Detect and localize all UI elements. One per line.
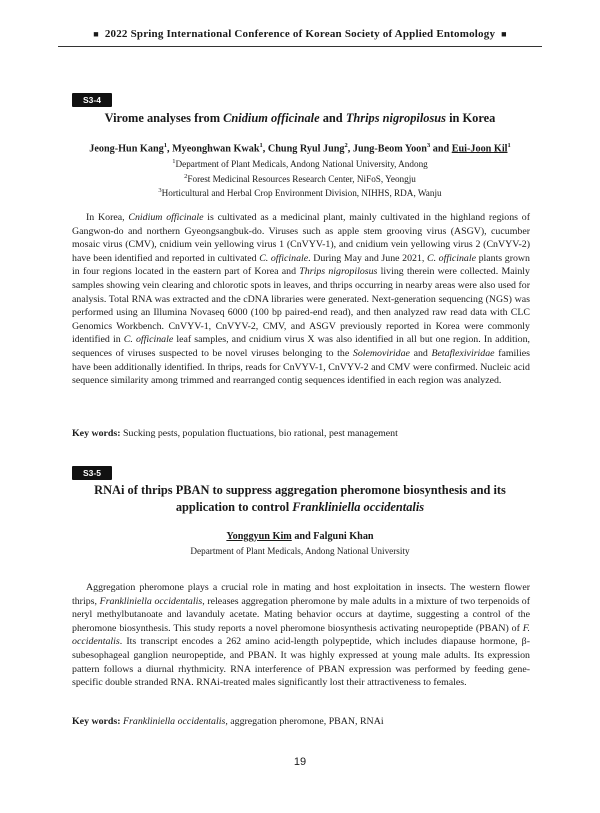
italic-term: C. officinale [426,252,476,264]
session-tag: S3-4 [72,93,112,107]
affiliation: $^2$Forest Medicinal Resources Research Center, NiFoS, Yeongju [184,172,416,184]
keywords-italic: Frankliniella occidentalis [123,716,226,727]
author: Eui-Joon Kil [451,143,508,155]
author: Yonggyun Kim [226,531,292,542]
affiliation: $^1$Department of Plant Medicals, Andong National University, Andong [172,158,428,170]
page-number: 19 [293,756,307,768]
author: Myeonghwan Kwak [172,143,260,155]
conference-title: 2022 Spring International Conference of Korean Society of Applied Entomology [104,28,496,40]
italic-term: F. occidentalis [72,622,530,648]
keywords-text: , aggregation pheromone, PBAN, RNAi [225,716,384,727]
abstract-text: Aggregation pheromone plays a crucial role in mating and host exploitation in insects. The western flower thrips, [72,582,530,607]
italic-term: C. officinale [259,252,309,264]
conference-header [0,28,600,40]
affiliation: $^3$Horticultural and Herbal Crop Environment Division, NIHHS, RDA, Wanju [158,187,442,199]
paper-title: Virome analyses from Cnidium officinale and Thrips nigropilosus in Korea [104,111,496,125]
abstract-text: leaf samples, and cnidium virus X was also identified in all but one region. In addition, sequences of viruses suspected to be novel viruses belonging to the [72,334,531,359]
paper-title: RNAi of thrips PBAN to suppress aggregation pheromone biosynthesis and its application to control Frankliniella occidentalis [94,483,506,514]
author: Jung-Beom Yoon [352,143,427,155]
author: Chung Ryul Jung [267,143,345,155]
abstract-text: In Korea, [86,212,129,223]
abstract-text: . During May and June 2021, [308,252,427,264]
keywords-label: Key words: [72,716,121,727]
italic-term: Thrips nigropilosus [299,266,378,278]
keywords-line [72,716,530,727]
author: Jeong-Hun Kang [89,143,164,155]
square-marker-icon: ■ [501,29,507,39]
italic-term: C. officinale [123,334,174,346]
abstract-text: plants grown in four regions located in the eastern part of Korea and [72,252,530,278]
italic-term: Frankliniella occidentalis [99,595,203,607]
header-divider [58,46,542,47]
abstract-text: families have been additionally identified. In thrips, reads for CnVYV-1, CnVYV-2 and CMV were confirmed. Nucleic acid sequence similarity among trimmed and rearranged contig sequences identified in each region was analyzed. [72,347,531,387]
session-tag: S3-5 [72,466,112,480]
affiliations [60,156,540,200]
abstract-text: . Its transcript encodes a 262 amino acid-length polypeptide, which includes diapause hormone, β-subesophageal ganglion neuropeptide, and PBAN. It was highly expressed at young male adults. Its expression pattern follows a diurnal rhythmicity. RNA interference of PBAN expression was performed by feeding gene-specific double stranded RNA. RNAi-treated males significantly lost their attractiveness to females. [72,636,530,689]
abstract-text: and [409,347,432,359]
abstract-body [72,211,530,388]
keywords-label: Key words: [72,428,121,439]
author-list: Yonggyun Kim and Falguni Khan [226,531,374,542]
keywords-line [72,428,530,439]
affiliation: Department of Plant Medicals, Andong National University [190,546,410,556]
abstract-text: is cultivated as a medicinal plant, mainly cultivated in the highland regions of Gangwon-do and northern Gyeongsangbuk-do. Viruses such as apple stem grooving virus (ASGV), cucumber mosaic virus (CMV), cnidium vein yellowing virus 1 (CnVYV-1), and cnidium vein yellowing virus 2 (CnVYV-2) have been identified and reported in cultivated [72,212,530,264]
keywords-text: Sucking pests, population fluctuations, bio rational, pest management [123,428,398,439]
square-marker-icon: ■ [93,29,99,39]
author-list: Jeong-Hun Kang$^1$, Myeonghwan Kwak$^1$, Chung Ryul Jung$^2$, Jung-Beom Yoon$^3$ and Eui-Joon Kil$^1$ [89,142,511,155]
italic-term: Betaflexiviridae [431,347,495,359]
abstract-text: , releases aggregation pheromone by male adults in a mixture of two terpenoids of neryl methylbutanoate and lavanduly acetate. Mating behavior occurs at daytime, suggesting a control of the pheromone biosynthesis. This study reports a novel pheromone biosynthesis activating neuropeptide (PBAN) of [72,595,530,634]
italic-term: Cnidium officinale [128,212,204,223]
abstract-body [72,581,530,690]
author: Falguni Khan [313,531,374,542]
italic-term: Solemoviridae [352,347,410,359]
abstract-text: living therein were collected. Mainly samples showing vein clearing and chlorotic spots in leaves, and thrips occurring in nearby areas were also used for analysis. Total RNA was extracted and the cDNA libraries were generated. Next-generation sequencing (NGS) was performed using an Illumina Novaseq 6000 (100 bp paired-end read), and then analyzed raw read data with CLC Genomics Workbench. CnVYV-1, CnVYV-2, CMV, and ASGV previously reported in Korea were commonly identified in [72,266,530,346]
